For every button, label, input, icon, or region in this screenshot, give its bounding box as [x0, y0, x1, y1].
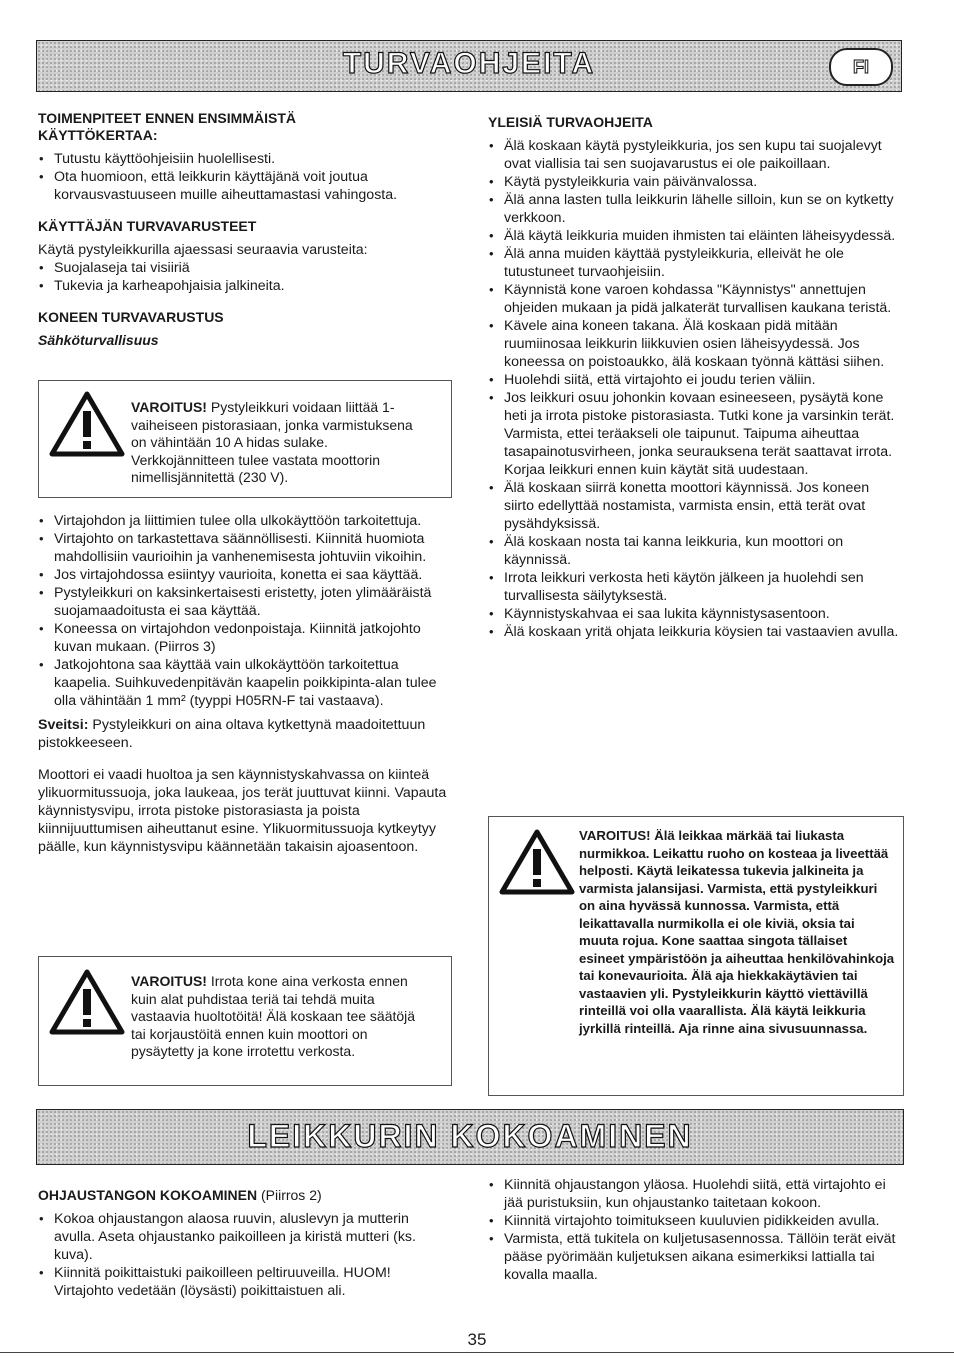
list-item: • Kiinnitä poikittaistuki paikoilleen peltiruuveilla. HUOM! Virtajohto vedetään (löysästi) poikittaistuen ali.: [38, 1264, 450, 1300]
section-title-machine-safety: KONEEN TURVAVARUSTUS: [38, 309, 224, 325]
list-item: • Älä koskaan siirrä konetta moottori käynnissä. Jos koneen siirto edellyttää nostamista, varmista ensin, että terät ovat pysähdyksissä.: [488, 479, 902, 533]
bullet-list: [488, 137, 902, 641]
list-item: • Virtajohdon ja liittimien tulee olla ulkokäyttöön tarkoitettuja.: [38, 512, 450, 530]
right-column: [488, 114, 902, 641]
warning-triangle-icon: [499, 829, 575, 895]
warning-text: [131, 973, 431, 1061]
list-item: • Älä koskaan nosta tai kanna leikkuria, kun moottori on käynnissä.: [488, 533, 902, 569]
list-item: • Älä anna muiden käyttää pystyleikkuria, elleivät he ole tutustuneet turvaohjeisiin.: [488, 245, 902, 281]
list-item: • Kokoa ohjaustangon alaosa ruuvin, aluslevyn ja mutterin avulla. Aseta ohjaustanko paikoilleen ja kiristä mutteri (ks. kuva).: [38, 1210, 450, 1264]
list-item: • Tukevia ja karheapohjaisia jalkineita.: [38, 277, 450, 295]
heading-line: TOIMENPITEET ENNEN ENSIMMÄISTÄ: [38, 110, 296, 126]
list-item: • Virtajohto on tarkastettava säännöllisesti. Kiinnitä huomiota mahdollisiin vaurioihin ja vanhenemisesta johtuviin vikoihin.: [38, 530, 450, 566]
warning-box: [38, 956, 452, 1086]
inline-text: Pystyleikkuri on aina oltava kytkettynä maadoitettuun pistokkeeseen.: [38, 717, 426, 751]
heading-line: KÄYTTÖKERTAA:: [38, 127, 158, 143]
warning-label: VAROITUS!: [579, 828, 651, 843]
warning-box: [38, 380, 452, 498]
section-title-user-protection: KÄYTTÄJÄN TURVAVARUSTEET: [38, 218, 257, 234]
warning-label: VAROITUS!: [131, 973, 207, 989]
list-item: • Koneessa on virtajohdon vedonpoistaja. Kiinnitä jatkojohto kuvan mukaan. (Piirros 3): [38, 620, 450, 656]
bullet-list: [38, 150, 450, 204]
bullet-list: [38, 512, 450, 710]
warning-triangle-icon: [49, 969, 125, 1035]
left-column: [38, 110, 450, 349]
warning-body: Pystyleikkuri voidaan liittää 1-vaiheiseen pistorasiaan, jonka varmistuksena on vähintään 10 A hidas sulake. Verkkojännitteen tulee vastata moottorin nimellisjännitettä (230 V).: [131, 399, 413, 485]
list-item: • Käytä pystyleikkuria vain päivänvalossa.: [488, 173, 902, 191]
section-banner-safety: [36, 40, 902, 92]
banner-title: LEIKKURIN KOKOAMINEN: [247, 1118, 693, 1154]
bullet-list: [38, 259, 450, 295]
bullet-list: [38, 1210, 450, 1300]
list-item: • Kiinnitä ohjaustangon yläosa. Huolehdi siitä, että virtajohto ei jää puristuksiin, kun ohjaustanko taitetaan kokoon.: [488, 1176, 902, 1212]
inline-label: Sveitsi:: [38, 717, 89, 733]
list-item: • Älä anna lasten tulla leikkurin lähelle silloin, kun se on kytketty verkkoon.: [488, 191, 902, 227]
list-item: • Tutustu käyttöohjeisiin huolellisesti.: [38, 150, 450, 168]
banner-title: TURVAOHJEITA: [342, 47, 596, 80]
list-item: • Jatkojohtona saa käyttää vain ulkokäyttöön tarkoitettua kaapelia. Suihkuvedenpitävän kaapelin poikkipinta-alan tulee olla vähintään 1 mm² (tyyppi H05RN-F tai vastaava).: [38, 656, 450, 710]
list-item: • Varmista, että tukitela on kuljetusasennossa. Tällöin terät eivät pääse pyörimään kuljetuksen aikana esimerkiksi lattialla tai kovalla maalla.: [488, 1230, 902, 1284]
list-item: • Jos virtajohdossa esiintyy vaurioita, konetta ei saa käyttää.: [38, 566, 450, 584]
list-item: • Älä koskaan käytä pystyleikkuria, jos sen kupu tai suojalevyt ovat viallisia tai sen suojavarustus ei ole paikoillaan.: [488, 137, 902, 173]
list-item: • Käynnistä kone varoen kohdassa "Käynnistys" annettujen ohjeiden mukaan ja pidä jalkaterät turvallisen kaukana teristä.: [488, 281, 902, 317]
warning-box: [488, 816, 904, 1096]
list-item: • Käynnistyskahvaa ei saa lukita käynnistysasentoon.: [488, 605, 902, 623]
warning-triangle-icon: [49, 391, 125, 457]
assembly-left-column: [38, 1187, 450, 1300]
list-item: • Kiinnitä virtajohto toimitukseen kuuluvien pidikkeiden avulla.: [488, 1212, 902, 1230]
bullet-list: [488, 1176, 902, 1284]
warning-text: [579, 827, 895, 1037]
section-title-before-first-use: [38, 110, 450, 144]
left-column-continued: [38, 512, 450, 856]
subsection-title-electrical-safety: Sähköturvallisuus: [38, 332, 159, 348]
list-item: • Irrota leikkuri verkosta heti käytön jälkeen ja huolehdi sen turvallisesta säilytyksestä.: [488, 569, 902, 605]
language-badge: FI: [829, 48, 893, 86]
warning-body: Älä leikkaa märkää tai liukasta nurmikkoa. Leikattu ruoho on kosteaa ja liveettää helposti. Käytä leikatessa tukevia jalkineita ja varmista jalansijasi. Varmista, että pystyleikkuri on aina hyvässä kunnossa. Varmista, että leikattavalla nurmikolla ei ole kiviä, oksia tai muuta rojua. Kone saattaa singota tällaiset esineet ympäristöön ja aiheuttaa henkilövahinkoja tai konevaurioita. Älä aja hiekkakäytävien tai vastaavien yli. Pystyleikkurin käyttö viettävillä rinteillä voi olla vaarallista. Älä käytä leikkuria jyrkillä rinteillä. Aja rinne aina sivusuunnassa.: [579, 828, 895, 1036]
list-item: • Pystyleikkuri on kaksinkertaisesti eristetty, joten ylimääräistä suojamaadoitusta ei saa käyttää.: [38, 584, 450, 620]
list-item: • Huolehdi siitä, että virtajohto ei joudu terien väliin.: [488, 371, 902, 389]
list-item: • Jos leikkuri osuu johonkin kovaan esineeseen, pysäytä kone heti ja irrota pistoke pistorasiasta. Tutki kone ja varsinkin terät. Varmista, ettei teräakseli ole taipunut. Taipuma aiheuttaa tasapainotusvirheen, jonka seurauksena terät saattavat irrota. Korjaa leikkuri ennen kuin käytät sitä uudestaan.: [488, 389, 902, 479]
heading-text: OHJAUSTANGON KOKOAMINEN: [38, 1187, 258, 1203]
warning-body: Irrota kone aina verkosta ennen kuin alat puhdistaa teriä tai tehdä muita vastaavia huoltotöitä! Älä koskaan tee säätöjä tai korjaustöitä ennen kuin moottori on pysäytetty ja kone irrotettu verkosta.: [131, 973, 416, 1059]
figure-reference: (Piirros 2): [260, 1187, 322, 1203]
list-item: • Ota huomioon, että leikkurin käyttäjänä voit joutua korvausvastuuseen muille aiheuttamastasi vahingosta.: [38, 168, 450, 204]
page-number: 35: [467, 1330, 487, 1349]
warning-text: [131, 399, 431, 487]
list-item: • Suojalaseja tai visiiriä: [38, 259, 450, 277]
section-title-general-safety: YLEISIÄ TURVAOHJEITA: [488, 114, 653, 130]
paragraph-motor: Moottori ei vaadi huoltoa ja sen käynnistyskahvassa on kiinteä ylikuormitussuoja, joka laukeaa, jos terät juuttuvat kiinni. Vapauta käynnistysvipu, irrota pistoke pistorasiasta ja poista kiinnijuuttumisen aiheuttanut esine. Ylikuormitussuoja kytkeytyy päälle, kun käynnistysvipu käännetään takaisin ajoasentoon.: [38, 767, 447, 855]
assembly-right-column: [488, 1176, 902, 1284]
section-banner-assembly: [36, 1109, 904, 1165]
list-item: • Kävele aina koneen takana. Älä koskaan pidä mitään ruumiinosaa leikkurin liikkuvien osien läheisyydessä. Jos koneessa on poistoaukko, älä koskaan työnnä kättäsi siihen.: [488, 317, 902, 371]
footer-rule: [0, 1352, 954, 1353]
list-item: • Älä käytä leikkuria muiden ihmisten tai eläinten läheisyydessä.: [488, 227, 902, 245]
paragraph-switzerland: [38, 716, 450, 752]
section-title-handle-assembly: [38, 1187, 450, 1204]
warning-label: VAROITUS!: [131, 399, 207, 415]
paragraph: Käytä pystyleikkurilla ajaessasi seuraavia varusteita:: [38, 242, 368, 258]
list-item: • Älä koskaan yritä ohjata leikkuria köysien tai vastaavien avulla.: [488, 623, 902, 641]
